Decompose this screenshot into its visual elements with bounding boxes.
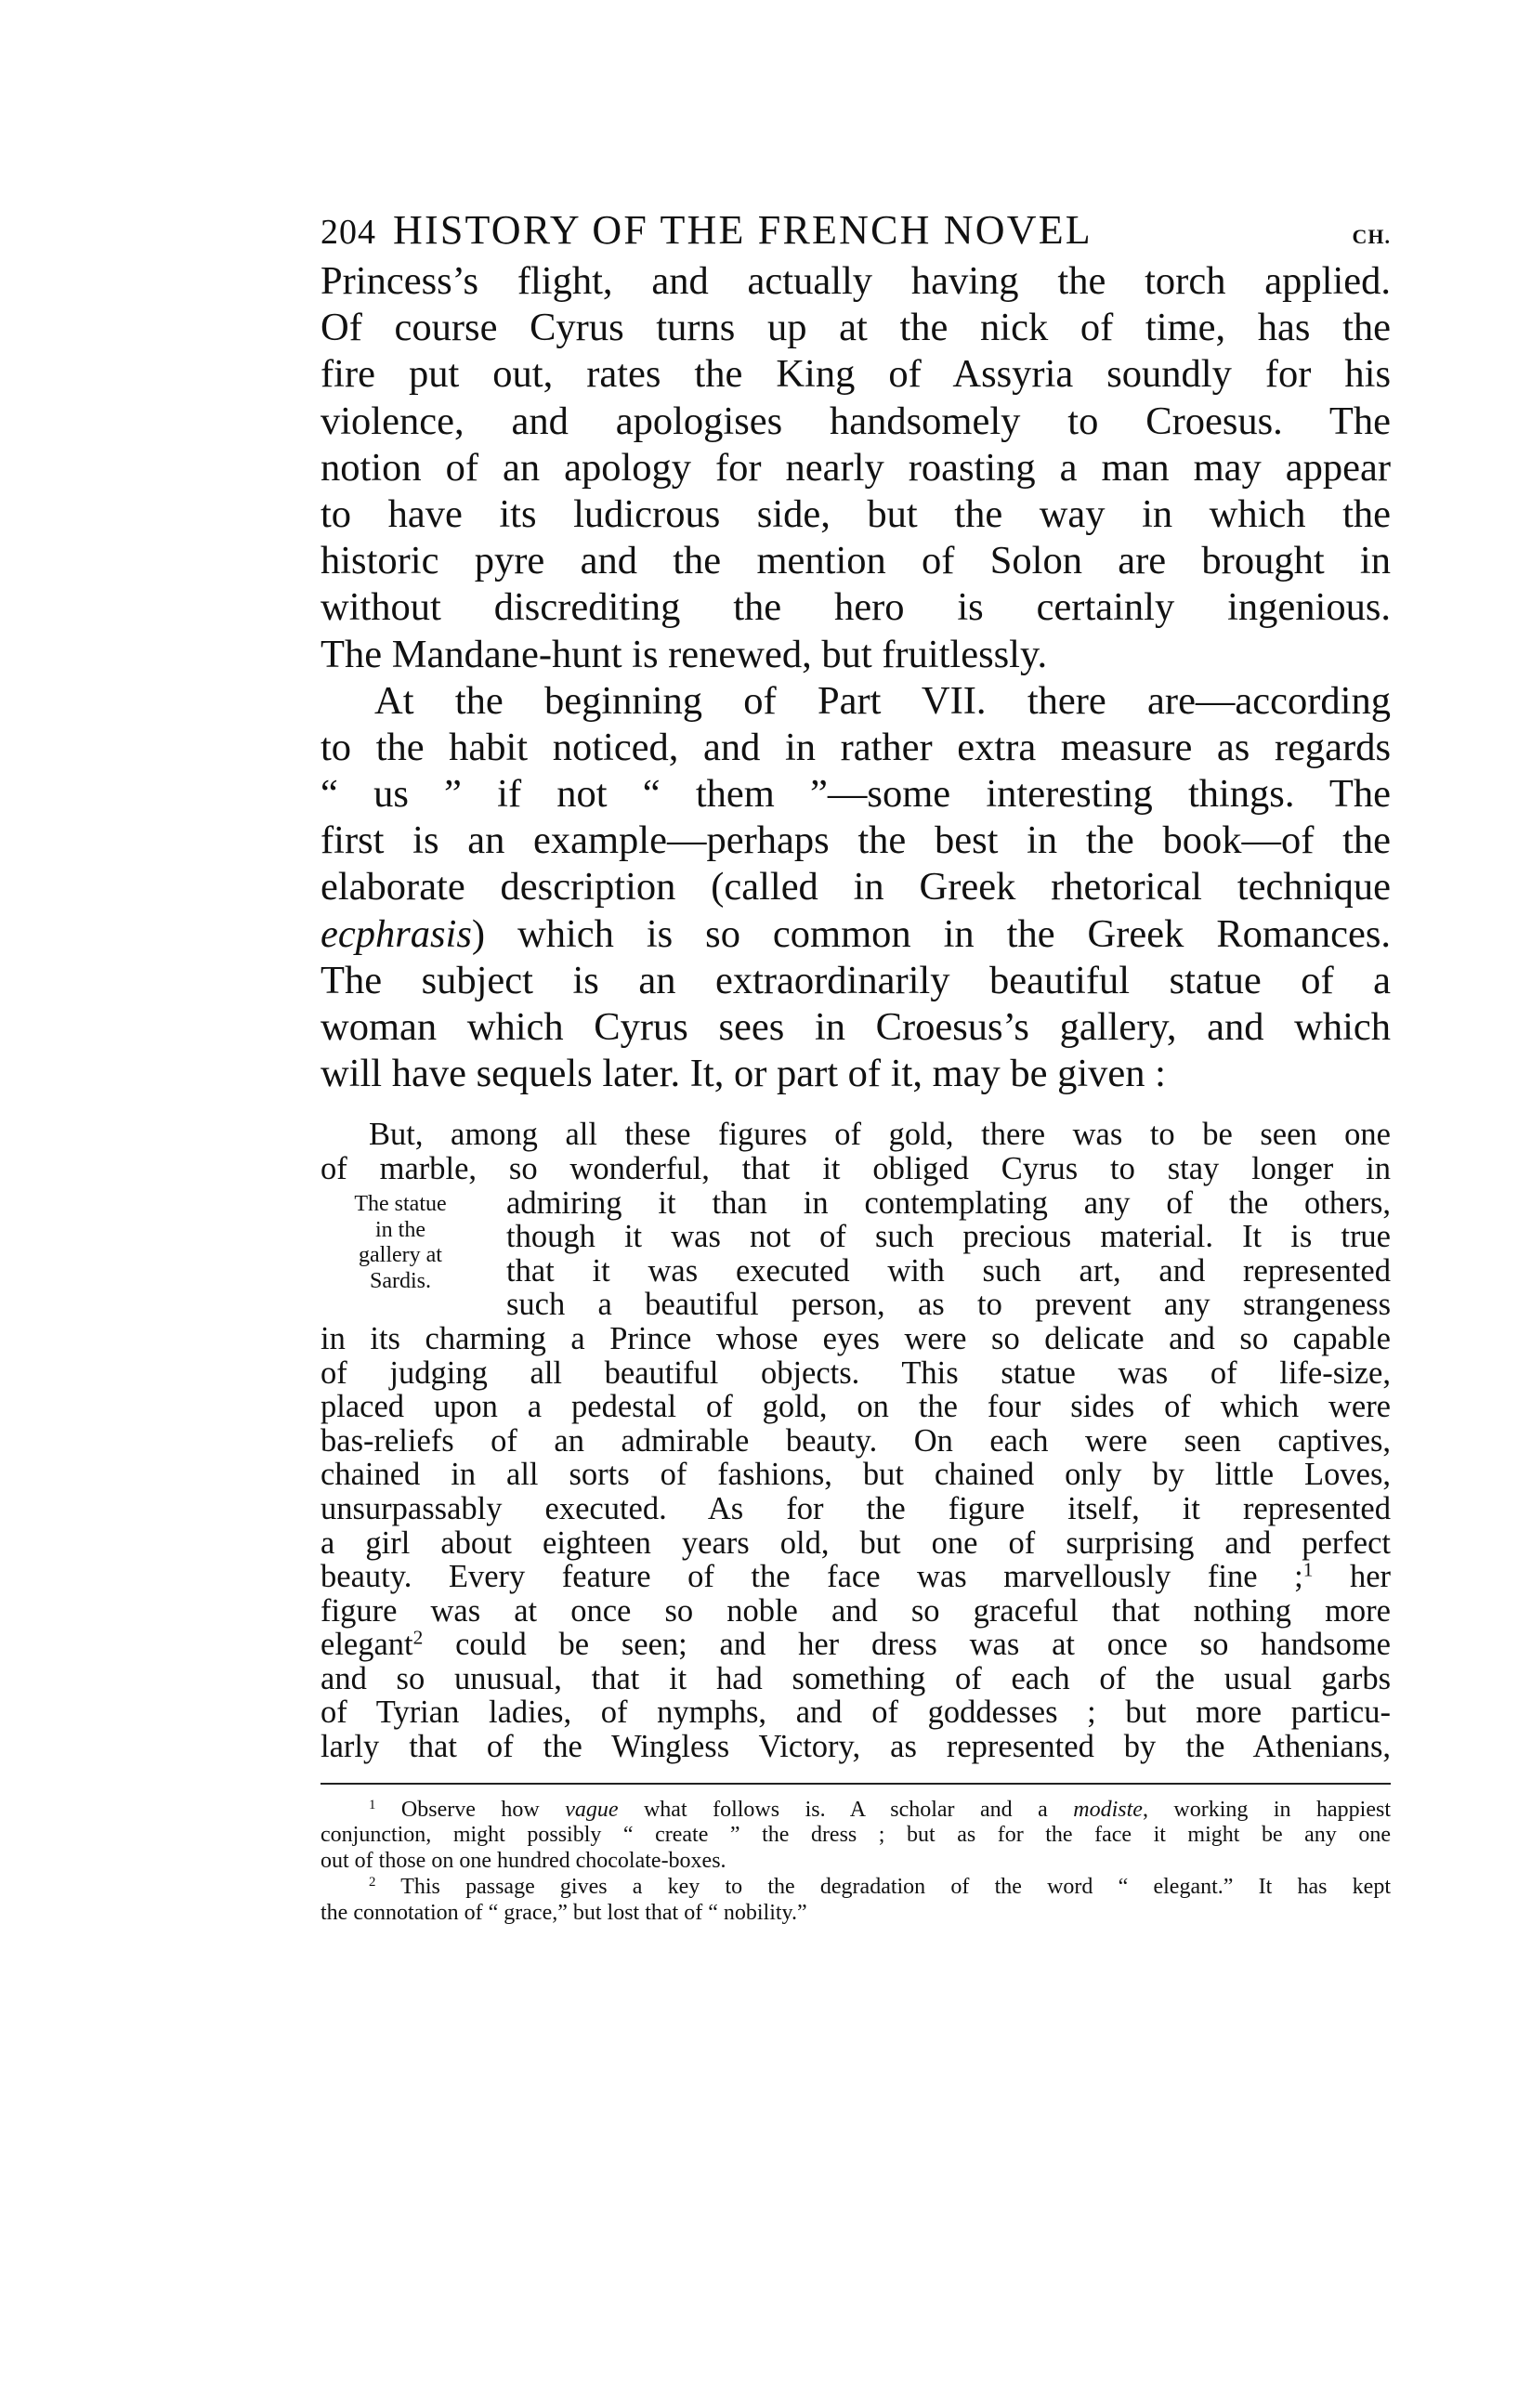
sidenote-line: gallery at	[359, 1243, 442, 1268]
text-fragment: could be seen; and her dress was at once so handsome	[455, 1627, 1391, 1663]
quote-line	[321, 1628, 1391, 1662]
footnote-line: out of those on one hundred chocolate-boxes.	[321, 1849, 726, 1874]
italic-word: modiste	[1073, 1797, 1143, 1822]
quote-line: a girl about eighteen years old, but one of surprising and perfect	[321, 1525, 1391, 1561]
block-quote	[321, 1118, 1391, 1763]
quote-line: of judging all beautiful objects. This statue was of life-size,	[321, 1354, 1391, 1391]
quote-line: admiring it than in contemplating any of the others,	[506, 1184, 1391, 1221]
page-number: 204	[321, 213, 376, 252]
quote-line: of marble, so wonderful, that it obliged Cyrus to stay longer in	[321, 1150, 1391, 1186]
text-line	[321, 911, 1391, 958]
text-line: to have its ludicrous side, but the way in which the	[321, 491, 1391, 536]
text-line: historic pyre and the mention of Solon are brought in	[321, 539, 1391, 583]
footnote-rule	[321, 1783, 1391, 1785]
quote-line: larly that of the Wingless Victory, as represented by the Athenians,	[321, 1729, 1391, 1765]
quote-line: unsurpassably executed. As for the figure itself, it represented	[321, 1490, 1391, 1526]
quote-line: bas-reliefs of an admirable beauty. On each were seen captives,	[321, 1422, 1391, 1459]
text-line: notion of an apology for nearly roasting a man may appear	[321, 445, 1391, 490]
paren-close: )	[471, 911, 486, 956]
text-fragment: This passage gives a key to the degradation of the word “ elegant.” It has kept	[400, 1875, 1392, 1900]
text-line: Of course Cyrus turns up at the nick of time, has the	[321, 306, 1391, 350]
sidenote-line: The statue	[354, 1192, 447, 1217]
text-fragment: , working in happiest	[1142, 1797, 1392, 1822]
chapter-abbrev: CH.	[1352, 225, 1391, 248]
text-line: first is an example—perhaps the best in the book—of the	[321, 818, 1391, 863]
footnote-line: conjunction, might possibly “ create ” the dress ; but as for the face it might be any one	[321, 1823, 1391, 1848]
text-fragment: what follows is. A scholar and a	[618, 1797, 1074, 1822]
marginal-sidenote	[321, 1192, 480, 1294]
running-title: HISTORY OF THE FRENCH NOVEL	[393, 207, 1093, 253]
footnote-mark: 1	[369, 1797, 376, 1813]
text-fragment: beauty. Every feature of the face was marvellously fine ;	[321, 1559, 1303, 1595]
quote-line: that it was executed with such art, and represented	[506, 1252, 1391, 1289]
text-line: woman which Cyrus sees in Croesus’s gallery, and which	[321, 1005, 1391, 1049]
text-fragment: her	[1349, 1559, 1391, 1595]
quote-line: placed upon a pedestal of gold, on the four sides of which were	[321, 1389, 1391, 1425]
quote-line: in its charming a Prince whose eyes were so delicate and so capable	[321, 1320, 1391, 1356]
text-fragment: elegant	[321, 1627, 413, 1663]
book-page	[321, 206, 1391, 1927]
running-head	[321, 206, 1391, 258]
text-fragment: which is so common in the Greek Romances.	[517, 911, 1391, 956]
footnote-ref-1[interactable]: 1	[1302, 1558, 1314, 1581]
quote-line: chained in all sorts of fashions, but chained only by little Loves,	[321, 1457, 1391, 1493]
quote-line: and so unusual, that it had something of each of the usual garbs	[321, 1660, 1391, 1696]
footnote-ref-2[interactable]: 2	[412, 1626, 424, 1649]
text-line: The Mandane-hunt is renewed, but fruitlessly.	[321, 632, 1048, 676]
text-line: Princess’s flight, and actually having the torch applied.	[321, 259, 1391, 303]
text-line: fire put out, rates the King of Assyria soundly for his	[321, 352, 1391, 397]
italic-term: ecphrasis	[321, 911, 472, 956]
text-line: will have sequels later. It, or part of it, may be given :	[321, 1052, 1166, 1096]
footnotes	[321, 1798, 1391, 1927]
text-line: without discrediting the hero is certainly ingenious.	[321, 585, 1391, 630]
main-text	[321, 258, 1391, 1097]
paragraph-start-line: At the beginning of Part VII. there are—according	[374, 678, 1391, 723]
italic-word: vague	[565, 1797, 619, 1822]
sidenote-line: Sardis.	[370, 1268, 431, 1293]
text-line: “ us ” if not “ them ”—some interesting things. The	[321, 772, 1391, 817]
text-fragment: Observe how	[400, 1797, 566, 1822]
quote-line: of Tyrian ladies, of nymphs, and of goddesses ; but more particu-	[321, 1695, 1391, 1731]
footnote-mark: 2	[369, 1874, 376, 1890]
quote-line: such a beautiful person, as to prevent any strangeness	[506, 1287, 1391, 1323]
text-line: violence, and apologises handsomely to Croesus. The	[321, 399, 1391, 443]
text-line: elaborate description (called in Greek rhetorical technique	[321, 865, 1391, 910]
sidenote-line: in the	[375, 1217, 425, 1242]
footnote-1	[321, 1798, 1391, 1824]
quote-line	[321, 1560, 1391, 1594]
quote-line: But, among all these figures of gold, there was to be seen one	[369, 1117, 1391, 1153]
quote-line: though it was not of such precious material. It is true	[506, 1219, 1391, 1255]
footnote-2	[321, 1875, 1391, 1901]
quote-line: figure was at once so noble and so graceful that nothing more	[321, 1592, 1391, 1629]
text-line: The subject is an extraordinarily beautiful statue of a	[321, 958, 1391, 1002]
text-line: to the habit noticed, and in rather extra measure as regards	[321, 725, 1391, 769]
footnote-line: the connotation of “ grace,” but lost that of “ nobility.”	[321, 1900, 807, 1925]
